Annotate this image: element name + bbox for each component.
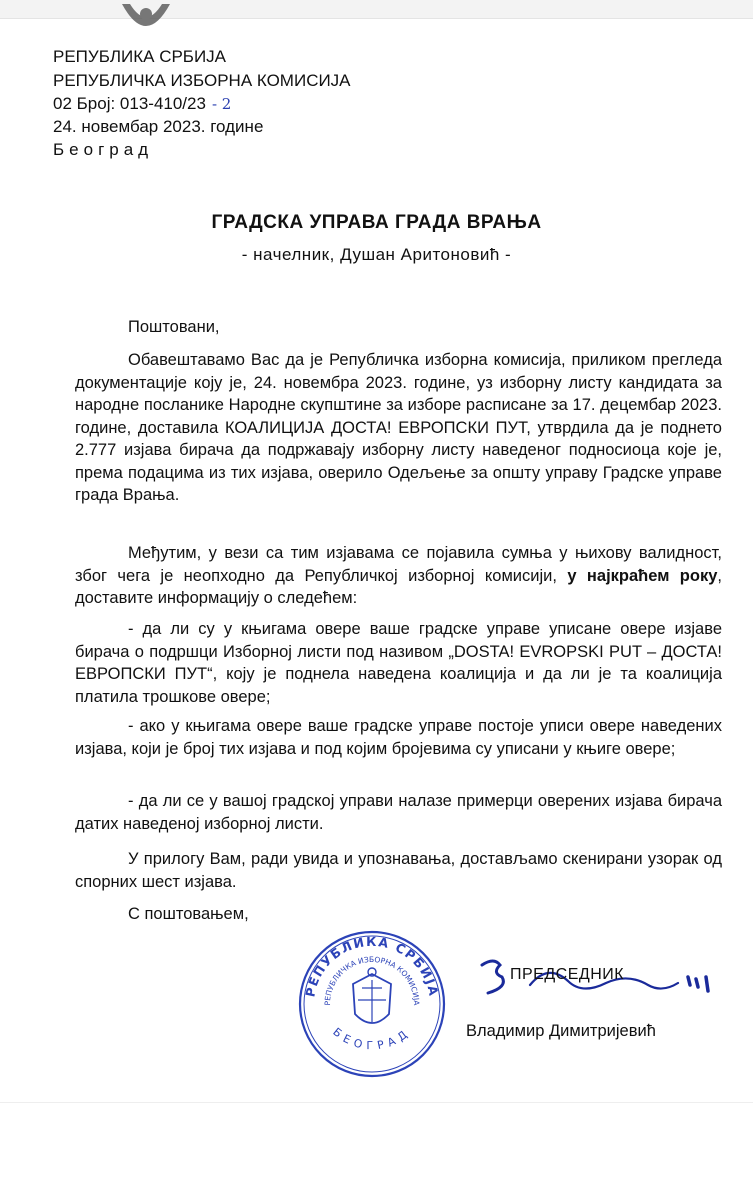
addressee-subtitle: - начелник, Душан Аритоновић -: [241, 245, 512, 264]
svg-text:БЕОГРАД: БЕОГРАД: [330, 1025, 414, 1053]
deadline-emphasis: у најкраћем року: [567, 566, 718, 585]
closing: С поштовањем,: [128, 905, 249, 923]
header-city: Београд: [53, 140, 154, 159]
signatory-title: ПРЕДСЕДНИК: [510, 966, 625, 983]
coat-of-arms-icon: [118, 4, 174, 38]
paragraph-notice: Обавештавамо Вас да је Републичка изборна комисија, приликом прегледа документације коју је, 24. новембра 2023. године, уз изборну листу кандидата за народне посланике Народне скупштине за изборе расписане за 17. децембар 2023. године, доставила КОАЛИЦИЈА ДОСТА! ЕВРОПСКИ ПУТ, утврдила да је поднето 2.777 изјава бирача да подржавају изборну листу наведеног подносиоца које је, према подацима из тих изјава, оверило Одељење за општу управу Градске управе града Врања.: [75, 351, 722, 504]
list-item-1: - да ли су у књигама овере ваше градске управе уписане овере изјаве бирача о подршци Изборној листи под називом „DOSTA! EVROPSKI PUT – ДОСТА! ЕВРОПСКИ ПУТ“, коју је поднела наведена коалиција и да ли је та коалиција платила трошкове овере;: [75, 620, 722, 706]
greeting: Поштовани,: [128, 318, 220, 336]
official-stamp-icon: [296, 928, 448, 1080]
signatory-name: Владимир Димитријевић: [466, 1022, 656, 1040]
bottom-bar: [0, 1102, 753, 1201]
paragraph-doubt: Међутим, у вези са тим изјавама се појавила сумња у њихову валидност, због чега је неопходно да Републичкој изборној комисији, у најкраћем року, доставите информацију о следећем:: [75, 544, 722, 607]
header-number-line: [53, 93, 231, 115]
svg-text:РЕПУБЛИЧКА ИЗБОРНА КОМИСИЈА: РЕПУБЛИЧКА ИЗБОРНА КОМИСИЈА: [322, 954, 422, 1006]
header-institution: РЕПУБЛИЧКА ИЗБОРНА КОМИСИЈА: [53, 71, 351, 90]
header-date: 24. новембар 2023. године: [53, 117, 264, 136]
svg-text:РЕПУБЛИКА СРБИЈА: РЕПУБЛИКА СРБИЈА: [302, 933, 442, 999]
header-number: 02 Број: 013-410/23: [53, 94, 206, 113]
list-item-3: - да ли се у вашој градској управи налазе примерци оверених изјава бирача датих наведеној изборној листи.: [75, 792, 722, 833]
paragraph-attachment: У прилогу Вам, ради увида и упознавања, достављамо скенирани узорак од спорних шест изјава.: [75, 850, 722, 891]
top-bar: [0, 0, 753, 19]
addressee-title: ГРАДСКА УПРАВА ГРАДА ВРАЊА: [211, 212, 542, 233]
signature-scribble-icon: [478, 955, 718, 1015]
list-item-2: - ако у књигама овере ваше градске управе постоје уписи овере наведених изјава, који је број тих изјава и под којим бројевима су уписани у књиге овере;: [75, 717, 722, 758]
header-country: РЕПУБЛИКА СРБИЈА: [53, 47, 227, 66]
handwritten-number: - 2: [211, 95, 232, 113]
